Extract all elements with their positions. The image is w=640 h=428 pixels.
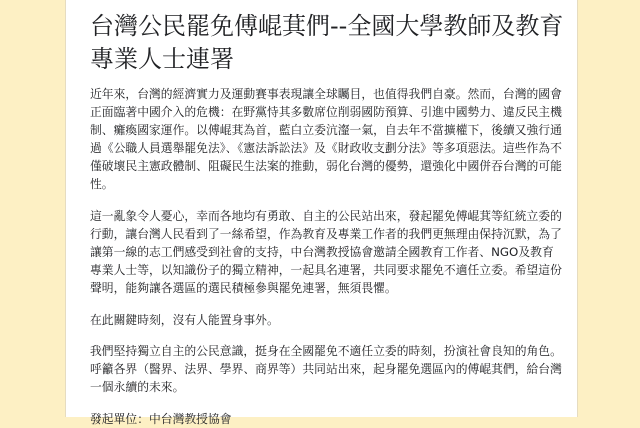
form-description — [90, 85, 565, 428]
paragraph-initiator: 發起單位：中台灣教授協會 — [90, 412, 232, 426]
form-card — [65, 0, 578, 426]
paragraph-key-moment: 在此關鍵時刻，沒有人能置身事外。 — [90, 313, 279, 327]
form-title: 台灣公民罷免傅崐萁們--全國大學教師及教育專業人士連署 — [90, 12, 564, 73]
paragraph-appeal: 我們堅持獨立自主的公民意識，挺身在全國罷免不適任立委的時刻，扮演社會良知的角色。呼籲各界（醫界、法界、學界、商界等）共同站出來，起身罷免選區內的傅崐萁們，給台灣一個永續的未來。 — [90, 344, 562, 394]
paragraph-intro: 近年來，台灣的經濟實力及運動賽事表現讓全球矚目，也值得我們自豪。然而，台灣的國會正面臨著中國介入的危機：在野黨恃其多數席位削弱國防預算、引進中國勢力、違反民主機制、癱瘓國家運作。以傅崐萁為首，藍白立委沆瀣一氣，自去年不當擴權下，後續又強行通過《公職人員選舉罷免法》、《憲法訴訟法》及《財政收支劃分法》等多項惡法。這些作為不僅破壞民主憲政體制、阻礙民生法案的推動，弱化台灣的優勢，還強化中國併吞台灣的可能性。 — [90, 87, 562, 191]
paragraph-call: 這一亂象令人憂心，幸而各地均有勇敢、自主的公民站出來，發起罷免傅崐萁等紅統立委的行動，讓台灣人民看到了一絲希望，作為教育及專業工作者的我們更無理由保持沉默，為了讓第一線的志工們感受到社會的支持，中台灣教授協會邀請全國教育工作者、NGO及教育專業人士等，以知識份子的獨立精神，一起具名連署，共同要求罷免不適任立委。希望這份聲明，能夠讓各選區的選民積極參與罷免連署，無須畏懼。 — [90, 209, 562, 295]
